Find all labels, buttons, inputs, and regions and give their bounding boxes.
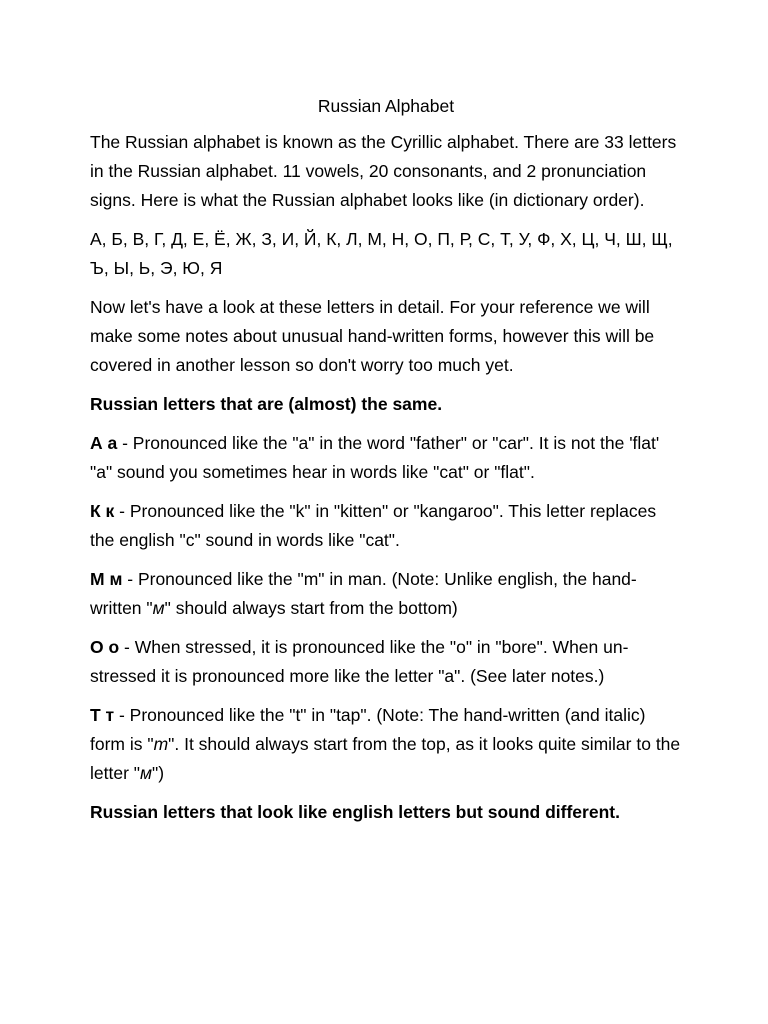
letter-description-o: - When stressed, it is pronounced like the "o" in "bore". When un-stressed it is pronounced more like the letter "a". (See later notes.) (90, 637, 629, 686)
detail-intro-paragraph: Now let's have a look at these letters in detail. For your reference we will make some notes about unusual hand-written forms, however this will be covered in another lesson so don't worry too much yet. (90, 297, 655, 375)
alphabet-list: А, Б, В, Г, Д, Е, Ё, Ж, З, И, Й, К, Л, М, Н, О, П, Р, С, Т, У, Ф, Х, Ц, Ч, Ш, Щ, Ъ, Ы, Ь, Э, Ю, Я (90, 229, 673, 278)
document-page (90, 92, 682, 837)
section-heading-different-letters: Russian letters that look like english letters but sound different. (90, 802, 620, 822)
letter-description-t-part1: - Pronounced like the "t" in "tap". (Note: The hand-written (and italic) form is " (90, 705, 646, 754)
letter-term-a: А а (90, 433, 118, 453)
letter-term-t: Т т (90, 705, 115, 725)
intro-paragraph: The Russian alphabet is known as the Cyrillic alphabet. There are 33 letters in the Russian alphabet. 11 vowels, 20 consonants, and 2 pronunciation signs. Here is what the Russian alphabet looks like (in dictionary order). (90, 132, 677, 210)
letter-description-k: - Pronounced like the "k" in "kitten" or "kangaroo". This letter replaces the english "c" sound in words like "cat". (90, 501, 657, 550)
letter-italic-t: т (153, 734, 169, 754)
letter-description-t-part3: ") (151, 763, 165, 783)
section-heading-same-letters: Russian letters that are (almost) the same. (90, 394, 443, 414)
letter-term-k: К к (90, 501, 115, 521)
letter-entry-a (90, 429, 682, 487)
letter-description-m-part2: " should always start from the bottom) (164, 598, 458, 618)
letter-entry-k (90, 497, 682, 555)
letter-italic-m: м (152, 598, 165, 618)
letter-description-a: - Pronounced like the "a" in the word "father" or "car". It is not the 'flat' "a" sound you sometimes hear in words like "cat" or "flat". (90, 433, 660, 482)
letter-description-t-part2: ". It should always start from the top, as it looks quite similar to the letter " (90, 734, 681, 783)
letter-description-m-part1: - Pronounced like the "m" in man. (Note: Unlike english, the hand-written " (90, 569, 637, 618)
letter-entry-m (90, 565, 682, 623)
letter-term-m: М м (90, 569, 123, 589)
letter-entry-o (90, 633, 682, 691)
letter-term-o: О о (90, 637, 120, 657)
document-title: Russian Alphabet (317, 96, 455, 116)
letter-italic-m-reference: м (139, 763, 152, 783)
letter-entry-t (90, 701, 682, 788)
